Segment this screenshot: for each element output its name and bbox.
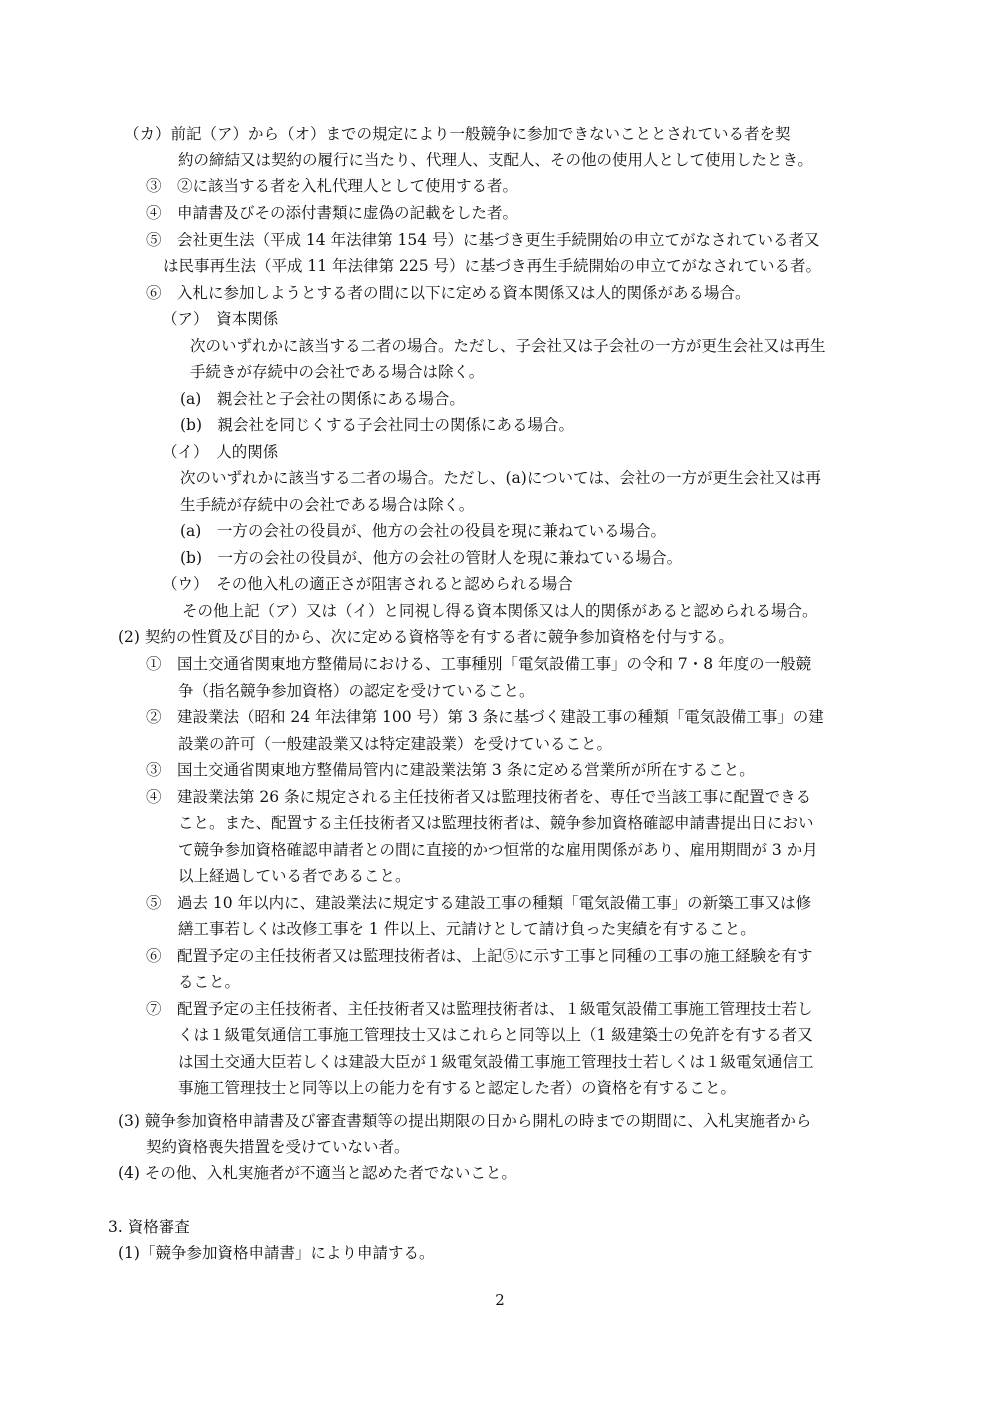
- text-line: (a) 一方の会社の役員が、他方の会社の役員を現に兼ねている場合。: [180, 522, 666, 540]
- text-line: 契約資格喪失措置を受けていない者。: [146, 1138, 410, 1156]
- text-line: くは１級電気通信工事施工管理技士又はこれらと同等以上（1 級建築士の免許を有する者又: [178, 1026, 813, 1044]
- text-line: (2) 契約の性質及び目的から、次に定める資格等を有する者に競争参加資格を付与する。: [118, 628, 734, 646]
- text-line: 約の締結又は契約の履行に当たり、代理人、支配人、その他の使用人として使用したとき。: [178, 151, 813, 169]
- text-line: 次のいずれかに該当する二者の場合。ただし、子会社又は子会社の一方が更生会社又は再生: [190, 337, 826, 355]
- text-line: ④ 建設業法第 26 条に規定される主任技術者又は監理技術者を、専任で当該工事に配置できる: [146, 788, 812, 806]
- text-line: ③ 国土交通省関東地方整備局管内に建設業法第 3 条に定める営業所が所在すること。: [146, 761, 755, 779]
- text-line: 争（指名競争参加資格）の認定を受けていること。: [178, 682, 535, 700]
- text-line: （イ） 人的関係: [162, 443, 279, 461]
- text-line: ① 国土交通省関東地方整備局における、工事種別「電気設備工事」の令和 7・8 年度の一般競: [146, 655, 812, 673]
- text-line: ⑤ 過去 10 年以内に、建設業法に規定する建設工事の種類「電気設備工事」の新築工事又は修: [146, 894, 812, 912]
- text-line: （ウ） その他入札の適正さが阻害されると認められる場合: [162, 575, 573, 593]
- text-line: ② 建設業法（昭和 24 年法律第 100 号）第 3 条に基づく建設工事の種類「電気設備工事」の建: [146, 708, 824, 726]
- text-line: ること。: [178, 973, 241, 991]
- text-line: その他上記（ア）又は（イ）と同視し得る資本関係又は人的関係があると認められる場合。: [182, 602, 818, 620]
- text-line: 繕工事若しくは改修工事を 1 件以上、元請けとして請け負った実績を有すること。: [178, 920, 756, 938]
- section-heading: 3. 資格審査: [108, 1218, 190, 1236]
- text-line: ⑦ 配置予定の主任技術者、主任技術者又は監理技術者は、１級電気設備工事施工管理技士若し: [146, 1000, 813, 1018]
- text-line: (a) 親会社と子会社の関係にある場合。: [180, 390, 465, 408]
- text-line: 手続きが存続中の会社である場合は除く。: [190, 363, 485, 381]
- text-line: ⑥ 入札に参加しようとする者の間に以下に定める資本関係又は人的関係がある場合。: [146, 284, 751, 302]
- text-line: （ア） 資本関係: [162, 310, 279, 328]
- text-line: ⑥ 配置予定の主任技術者又は監理技術者は、上記⑤に示す工事と同種の工事の施工経験を有す: [146, 947, 813, 965]
- text-line: こと。また、配置する主任技術者又は監理技術者は、競争参加資格確認申請書提出日におい: [178, 814, 814, 832]
- text-line: 生手続が存続中の会社である場合は除く。: [180, 496, 475, 514]
- text-line: 以上経過している者であること。: [178, 867, 411, 885]
- text-line: 事施工管理技士と同等以上の能力を有すると認定した者）の資格を有すること。: [178, 1079, 737, 1097]
- page-number: 2: [495, 1291, 505, 1309]
- text-line: ④ 申請書及びその添付書類に虚偽の記載をした者。: [146, 204, 519, 222]
- text-line: (b) 親会社を同じくする子会社同士の関係にある場合。: [180, 416, 575, 434]
- text-line: ③ ②に該当する者を入札代理人として使用する者。: [146, 177, 519, 195]
- text-line: (b) 一方の会社の役員が、他方の会社の管財人を現に兼ねている場合。: [180, 549, 683, 567]
- text-line: 設業の許可（一般建設業又は特定建設業）を受けていること。: [178, 735, 613, 753]
- text-line: (3) 競争参加資格申請書及び審査書類等の提出期限の日から開札の時までの期間に、入札実施者から: [118, 1112, 812, 1130]
- text-line: ⑤ 会社更生法（平成 14 年法律第 154 号）に基づき更生手続開始の申立てがなされている者又: [146, 231, 820, 249]
- text-line: (1)「競争参加資格申請書」により申請する。: [118, 1244, 435, 1262]
- text-line: （カ）前記（ア）から（オ）までの規定により一般競争に参加できないこととされている者を契: [124, 125, 791, 143]
- text-line: は国土交通大臣若しくは建設大臣が１級電気設備工事施工管理技士若しくは１級電気通信工: [178, 1053, 814, 1071]
- text-line: て競争参加資格確認申請者との間に直接的かつ恒常的な雇用関係があり、雇用期間が 3 か月: [178, 841, 818, 859]
- text-line: 次のいずれかに該当する二者の場合。ただし、(a)については、会社の一方が更生会社又は再: [180, 469, 822, 487]
- text-line: は民事再生法（平成 11 年法律第 225 号）に基づき再生手続開始の申立てがなされている者。: [163, 257, 822, 275]
- text-line: (4) その他、入札実施者が不適当と認めた者でないこと。: [118, 1164, 517, 1182]
